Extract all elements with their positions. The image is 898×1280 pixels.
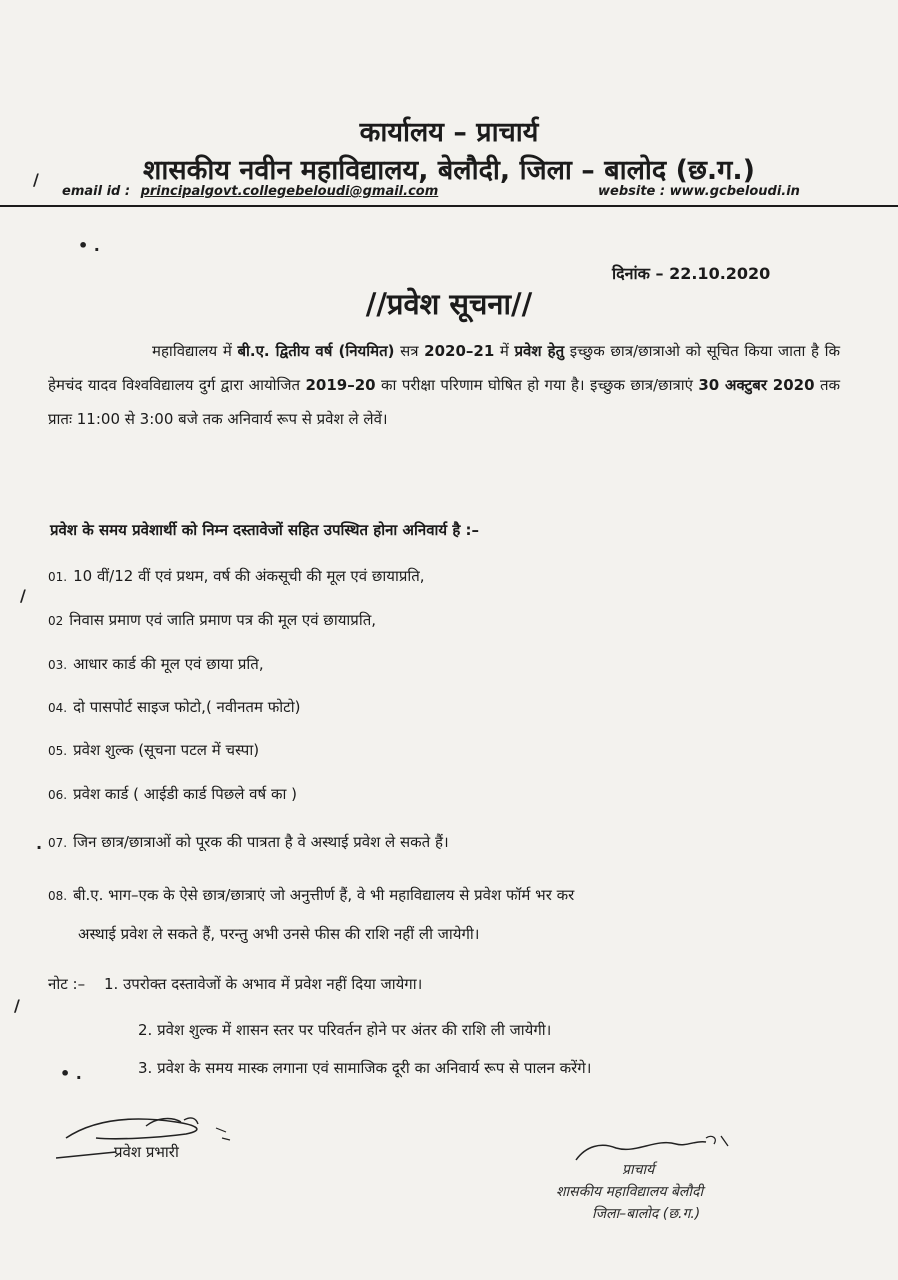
notice-date: दिनांक – 22.10.2020: [612, 264, 771, 283]
note-label: नोट :–: [48, 975, 86, 993]
item-number: 07.: [48, 836, 68, 850]
item-text: निवास प्रमाण एवं जाति प्रमाण पत्र की मूल एवं छायाप्रति,: [69, 611, 377, 629]
document-item: [48, 876, 838, 953]
principal-signature: [556, 1126, 776, 1166]
notice-title: //प्रवेश सूचना//: [365, 287, 533, 321]
item-text: प्रवेश कार्ड ( आईडी कार्ड पिछले वर्ष का ): [73, 785, 297, 803]
para-text: में: [494, 342, 515, 360]
header-divider: [0, 205, 898, 207]
item-text: जिन छात्र/छात्राओं को पूरक की पात्रता है वे अस्थाई प्रवेश ले सकते हैं।: [73, 833, 449, 851]
college-name: शासकीय नवीन महाविद्यालय, बेलौदी, जिला – बालोद (छ.ग.): [143, 155, 755, 186]
document-item: [48, 832, 449, 852]
margin-mark: .: [36, 834, 43, 853]
documents-heading: प्रवेश के समय प्रवेशार्थी को निम्न दस्तावेजों सहित उपस्थित होना अनिवार्य है :–: [50, 521, 480, 539]
para-session: 2020–21: [424, 342, 495, 360]
margin-mark: /: [20, 586, 26, 605]
margin-mark: • .: [78, 236, 100, 255]
item-text: दो पासपोर्ट साइज फोटो,( नवीनतम फोटो): [73, 698, 301, 716]
principal-stamp-college: शासकीय महाविद्यालय बेलौदी: [556, 1184, 704, 1200]
para-class: बी.ए. द्वितीय वर्ष (नियमित): [237, 342, 395, 360]
item-number: 04.: [48, 701, 68, 715]
para-exam-year: 2019–20: [305, 376, 376, 394]
para-text: महाविद्यालय में: [152, 342, 238, 360]
para-text: सत्र: [394, 342, 425, 360]
principal-stamp-district: जिला–बालोद (छ.ग.): [592, 1206, 701, 1222]
para-admission: प्रवेश हेतु: [514, 342, 565, 360]
document-item: [48, 784, 297, 804]
margin-mark: • .: [60, 1064, 82, 1083]
note-line: 2. प्रवेश शुल्क में शासन स्तर पर परिवर्तन होने पर अंतर की राशि ली जायेगी।: [138, 1021, 552, 1039]
item-number: 02: [48, 614, 64, 628]
item-text: बी.ए. भाग–एक के ऐसे छात्र/छात्राएं जो अनुत्तीर्ण हैं, वे भी महाविद्यालय से प्रवेश फॉर्म भर कर: [73, 886, 575, 904]
email-label: email id :: [62, 184, 131, 199]
email-address: principalgovt.collegebeloudi@gmail.com: [140, 184, 439, 199]
margin-mark: /: [33, 170, 39, 189]
document-item: [48, 654, 264, 674]
item-number: 06.: [48, 788, 68, 802]
office-heading: कार्यालय – प्राचार्य: [359, 117, 539, 148]
para-text: तक प्रातः 11:00 से 3:00 बजे तक अनिवार्य रूप से प्रवेश ले लेवें।: [48, 376, 841, 428]
note-line: 1. उपरोक्त दस्तावेजों के अभाव में प्रवेश नहीं दिया जायेगा।: [104, 975, 423, 993]
document-item: [48, 566, 425, 586]
website-line: website : www.gcbeloudi.in: [598, 184, 800, 199]
principal-signature-block: [556, 1126, 776, 1226]
margin-mark: /: [14, 996, 20, 1015]
document-item: [48, 740, 259, 760]
document-item: [48, 697, 300, 717]
item-number: 05.: [48, 744, 68, 758]
item-text: प्रवेश शुल्क (सूचना पटल में चस्पा): [73, 741, 260, 759]
para-deadline: 30 अक्टुबर 2020: [698, 376, 815, 394]
item-text: आधार कार्ड की मूल एवं छाया प्रति,: [73, 655, 264, 673]
document-item: [48, 610, 376, 630]
email-line: [62, 184, 438, 199]
para-text: इच्छुक छात्र/छात्राओ को सूचित किया जाता है कि हेमचंद यादव विश्वविद्यालय दुर्ग द्वारा आयोजित: [48, 342, 841, 394]
para-text: का परीक्षा परिणाम घोषित हो गया है। इच्छुक छात्र/छात्राएं: [375, 376, 699, 394]
admission-incharge-label: प्रवेश प्रभारी: [114, 1143, 179, 1161]
note-line: 3. प्रवेश के समय मास्क लगाना एवं सामाजिक दूरी का अनिवार्य रूप से पालन करेंगे।: [138, 1059, 592, 1077]
item-number: 08.: [48, 889, 68, 903]
item-number: 01.: [48, 570, 68, 584]
principal-title: प्राचार्य: [622, 1162, 655, 1178]
item-text: 10 वीं/12 वीं एवं प्रथम, वर्ष की अंकसूची की मूल एवं छायाप्रति,: [73, 567, 425, 585]
item-text-continued: अस्थाई प्रवेश ले सकते हैं, परन्तु अभी उनसे फीस की राशि नहीं ली जायेगी।: [78, 925, 480, 943]
notice-paragraph: [48, 334, 840, 436]
item-number: 03.: [48, 658, 68, 672]
